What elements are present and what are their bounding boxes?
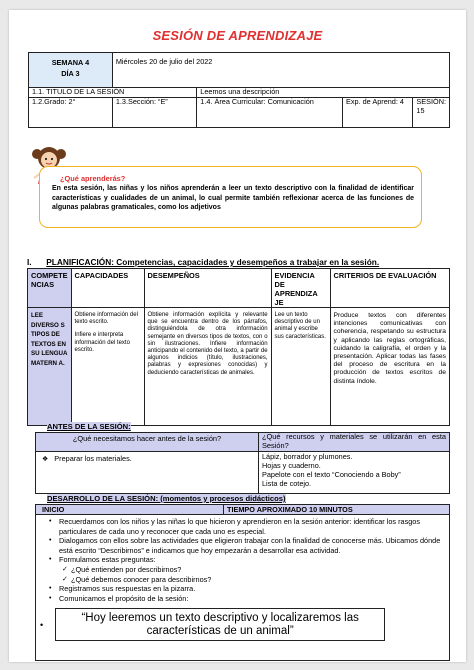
capacidad-2: Infiere e interpreta información del texto escrito. [74,332,130,353]
evidencia-cell: Lee un texto descriptivo de un animal y escribe sus características. [271,308,330,426]
material-item: Hojas y cuaderno. [262,461,321,471]
planning-heading [27,257,379,267]
antes-q1: ¿Qué necesitamos hacer antes de la sesión? [36,433,259,452]
desarrollo-title [47,494,286,503]
antes-q2: ¿Qué recursos y materiales se utilizarán en esta Sesión? [259,433,450,452]
list-item: • Formulamos estas preguntas: ✓ ¿Qué entienden por describirnos? ✓ ¿Qué debemos conocer para describirnos? [59,555,443,584]
col-evidencia: EVIDENCIA DE APRENDIZA JE [271,269,330,308]
grade-cell: 1.2.Grado: 2° [29,98,113,128]
sub-item: ✓ ¿Qué entienden por describirnos? [62,564,182,574]
capacidad-1: Obtiene información del texto escrito. [74,312,138,326]
desarrollo-list [48,517,443,603]
header-table [28,52,450,128]
check-icon: ✓ [62,575,68,583]
capacidades-cell [71,308,144,426]
purpose-question: ¿Qué aprenderás? [60,174,126,183]
session-title-value: Leemos una descripción [197,88,450,98]
antes-title [47,422,131,431]
tiempo-label: TIEMPO APROXIMADO 10 MINUTOS [224,505,450,515]
competencia-cell: LEE DIVERSO S TIPOS DE TEXTOS EN SU LENGUA MATERN A. [28,308,72,426]
desarrollo-content [36,515,450,661]
week-label: SEMANA 4 [51,58,90,67]
quote-row [40,608,443,641]
antes-item: Preparar los materiales. [54,454,132,463]
planning-roman: I. [27,257,32,267]
diamond-bullet-icon: ❖ [42,456,49,463]
document-page [9,10,466,662]
sub-item: ✓ ¿Qué debemos conocer para describirnos? [62,574,212,584]
planning-table [27,268,450,426]
check-icon: ✓ [62,565,68,573]
week-day-cell [29,53,113,88]
material-item: Papelote con el texto “Conociendo a Boby” [262,470,401,480]
col-desempenos: DESEMPEÑOS [144,269,271,308]
session-number-cell: SESIÓN: 15 [413,98,450,128]
materials-cell [259,452,450,494]
criterios-cell: Produce textos con diferentes intenciones comunicativas con coherencia, respetando su estructura y aplicando las reglas ortográficas, cuidando la caligrafía, el orden y la presentación. Aplicar todas las fases del proceso de escritura en la producción de textos escritos de distinta índole. [330,308,449,426]
desarrollo-table [35,504,450,661]
col-criterios: CRITERIOS DE EVALUACIÓN [330,269,449,308]
purpose-box [39,166,422,228]
question-sublist [59,565,443,584]
purpose-text: En esta sesión, las niñas y los niños aprenderán a leer un texto descriptivo con la finalidad de identificar características y cualidades de un animal, lo cual permite también reflexionar acerca de las funciones de algunas palabras gramaticales, como los adjetivos [52,185,414,212]
session-title-label: 1.1. TITULO DE LA SESIÓN [29,88,197,98]
list-item: • Registramos sus respuestas en la pizarra. [49,584,196,594]
planning-heading-text: PLANIFICACIÓN: Competencias, capacidades y desempeños a trabajar en la sesión. [46,257,380,267]
area-cell: 1.4. Área Curricular: Comunicación [197,98,343,128]
purpose-quote: “Hoy leeremos un texto descriptivo y localizaremos las características de un animal” [55,608,385,641]
col-capacidades: CAPACIDADES [71,269,144,308]
list-item: • Recuerdamos con los niños y las niñas lo que hicieron y aprendieron en la sesión anterior: identificar los rasgos particulares de cada uno y reconocer que cada uno es especial. [49,517,420,536]
page-title: SESIÓN DE APRENDIZAJE [152,28,323,43]
list-item: • Comunicamos el propósito de la sesión: [49,593,189,603]
material-item: Lista de cotejo. [262,479,312,489]
antes-table [35,432,450,494]
day-label: DÍA 3 [61,69,80,78]
inicio-label: INICIO [36,505,224,515]
bullet-icon: • [40,619,44,630]
list-item: • Dialogamos con ellos sobre las actividades que eligieron trabajar con la finalidad de conocerse más. Ubicamos dónde está escrito “Describirnos” e indicamos que hoy empezarán a desarrollar esa actividad. [49,536,441,555]
desempeno-cell: Obtiene información explícita y relevante que se encuentra dentro de los párrafos, distinguiéndola de otra información semejante en diversos tipos de textos, con o sin ilustraciones. Infiere información anticipando el contenido del texto, a partir de algunos indicios (título, ilustraciones, palabras y expresiones conocidas) y deduciendo características de animales. [144,308,271,426]
antes-title-text: ANTES DE LA SESIÓN: [47,422,131,431]
desarrollo-title-text: DESARROLLO DE LA SESIÓN: (momentos y procesos didácticos) [47,494,286,503]
section-cell: 1.3.Sección: “E” [112,98,196,128]
antes-item-cell [36,452,259,494]
exp-cell: Exp. de Aprend: 4 [342,98,412,128]
material-item: Lápiz, borrador y plumones. [262,452,353,461]
date-cell: Miércoles 20 de julio del 2022 [112,53,449,88]
col-competencias: COMPETE NCIAS [28,269,72,308]
